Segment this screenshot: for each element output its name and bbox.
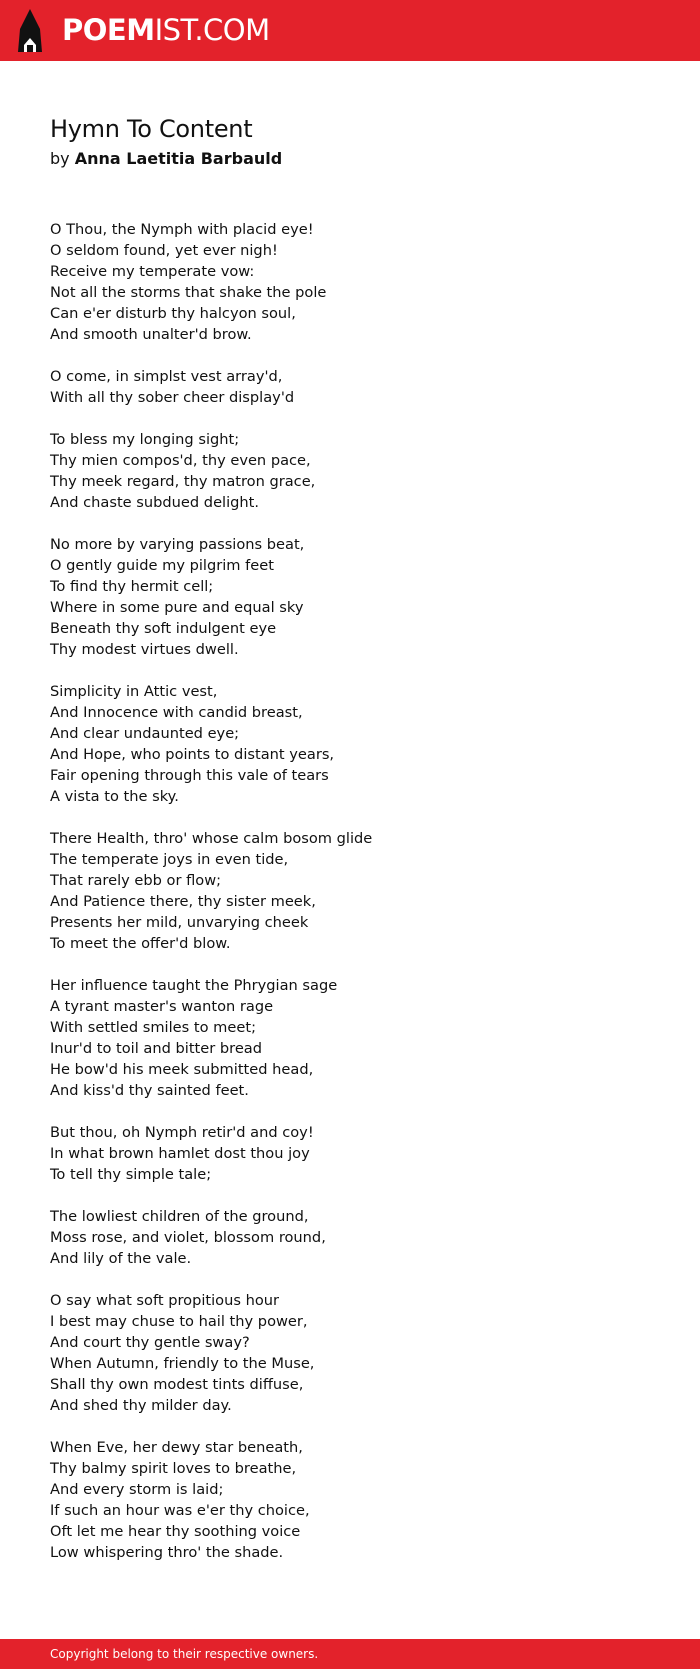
poem-line: He bow'd his meek submitted head, (50, 1061, 314, 1078)
poem-line: Presents her mild, unvarying cheek (50, 914, 309, 931)
pencil-icon[interactable] (16, 9, 44, 52)
poem-line: When Eve, her dewy star beneath, (50, 1439, 303, 1456)
site-header (0, 0, 700, 61)
author-name: Anna Laetitia Barbauld (74, 149, 283, 168)
poem-line: And every storm is laid; (50, 1481, 224, 1498)
poem-line: To bless my longing sight; (50, 431, 240, 448)
poem-line: O come, in simplst vest array'd, (50, 368, 283, 385)
poem-line: Not all the storms that shake the pole (50, 284, 327, 301)
poem-line: When Autumn, friendly to the Muse, (50, 1355, 315, 1372)
poem-line: Where in some pure and equal sky (50, 599, 304, 616)
logo-text-light: IST.COM (154, 13, 270, 47)
copyright-notice: Copyright belong to their respective owners. (50, 1647, 319, 1661)
poem-line: Shall thy own modest tints diffuse, (50, 1376, 304, 1393)
by-label: by (50, 149, 70, 168)
poem-line: That rarely ebb or flow; (50, 872, 222, 889)
poem-line: Thy meek regard, thy matron grace, (50, 473, 316, 490)
poem-line: Thy modest virtues dwell. (50, 641, 239, 658)
poem-line: Beneath thy soft indulgent eye (50, 620, 277, 637)
poem-stanza (50, 219, 372, 345)
poem-line: And kiss'd thy sainted feet. (50, 1082, 249, 1099)
poem-line: The lowliest children of the ground, (50, 1208, 309, 1225)
poem-line: And shed thy milder day. (50, 1397, 232, 1414)
poem-line: Inur'd to toil and bitter bread (50, 1040, 263, 1057)
poem-line: To tell thy simple tale; (50, 1166, 212, 1183)
poem-line: Simplicity in Attic vest, (50, 683, 218, 700)
poem-stanza (50, 975, 372, 1101)
poem-line: And lily of the vale. (50, 1250, 192, 1267)
poem-line: A tyrant master's wanton rage (50, 998, 274, 1015)
poem-line: With settled smiles to meet; (50, 1019, 256, 1036)
poem-line: Thy mien compos'd, thy even pace, (50, 452, 311, 469)
site-logo[interactable] (62, 13, 270, 47)
poem-line: Receive my temperate vow: (50, 263, 255, 280)
poem-line: And clear undaunted eye; (50, 725, 240, 742)
poem-title: Hymn To Content (50, 115, 253, 143)
poem-stanza (50, 366, 372, 408)
poem-stanza (50, 429, 372, 513)
poem-line: But thou, oh Nymph retir'd and coy! (50, 1124, 314, 1141)
poem-stanza (50, 681, 372, 807)
poem-stanza (50, 1122, 372, 1185)
poem-line: If such an hour was e'er thy choice, (50, 1502, 310, 1519)
logo-text-bold: POEM (62, 13, 155, 47)
poem-line: Low whispering thro' the shade. (50, 1544, 284, 1561)
poem-line: The temperate joys in even tide, (50, 851, 289, 868)
poem-line: O seldom found, yet ever nigh! (50, 242, 278, 259)
poem-line: O Thou, the Nymph with placid eye! (50, 221, 314, 238)
poem-line: With all thy sober cheer display'd (50, 389, 295, 406)
poem-line: And Innocence with candid breast, (50, 704, 303, 721)
poem-line: Her influence taught the Phrygian sage (50, 977, 338, 994)
poem-line: Moss rose, and violet, blossom round, (50, 1229, 326, 1246)
poem-line: Oft let me hear thy soothing voice (50, 1523, 301, 1540)
site-footer (0, 1639, 700, 1669)
poem-line: Can e'er disturb thy halcyon soul, (50, 305, 296, 322)
poem-line: A vista to the sky. (50, 788, 179, 805)
poem-body (50, 219, 372, 1584)
poem-line: There Health, thro' whose calm bosom glide (50, 830, 373, 847)
poem-line: And Patience there, thy sister meek, (50, 893, 316, 910)
poem-line: And smooth unalter'd brow. (50, 326, 252, 343)
poem-line: To find thy hermit cell; (50, 578, 214, 595)
poem-line: O say what soft propitious hour (50, 1292, 280, 1309)
poem-line: And chaste subdued delight. (50, 494, 260, 511)
poem-line: No more by varying passions beat, (50, 536, 305, 553)
poem-stanza (50, 1437, 372, 1563)
poem-byline (50, 148, 282, 170)
poem-line: Fair opening through this vale of tears (50, 767, 329, 784)
poem-line: And Hope, who points to distant years, (50, 746, 335, 763)
poem-line: In what brown hamlet dost thou joy (50, 1145, 310, 1162)
poem-line: O gently guide my pilgrim feet (50, 557, 274, 574)
poem-stanza (50, 534, 372, 660)
poem-line: Thy balmy spirit loves to breathe, (50, 1460, 297, 1477)
poem-stanza (50, 1206, 372, 1269)
poem-line: I best may chuse to hail thy power, (50, 1313, 308, 1330)
poem-stanza (50, 1290, 372, 1416)
poem-line: And court thy gentle sway? (50, 1334, 250, 1351)
poem-line: To meet the offer'd blow. (50, 935, 231, 952)
poem-stanza (50, 828, 372, 954)
